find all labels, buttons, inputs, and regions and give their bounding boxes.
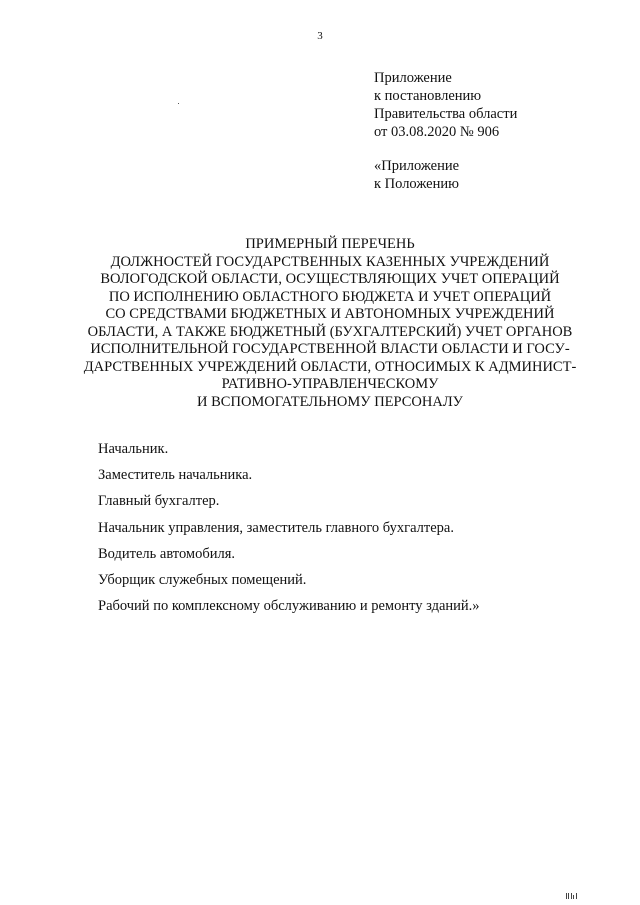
title-line: ВОЛОГОДСКОЙ ОБЛАСТИ, ОСУЩЕСТВЛЯЮЩИХ УЧЕТ ОПЕРАЦИЙ <box>100 271 560 287</box>
approval-line: Приложение <box>374 70 452 86</box>
scan-mark <box>566 893 578 899</box>
list-item: Уборщик служебных помещений. <box>98 571 307 588</box>
title-line: ДОЛЖНОСТЕЙ ГОСУДАРСТВЕННЫХ КАЗЕННЫХ УЧРЕЖДЕНИЙ <box>110 253 550 270</box>
positions-list <box>98 440 480 623</box>
list-item: Водитель автомобиля. <box>98 545 236 562</box>
title-line: РАТИВНО-УПРАВЛЕНЧЕСКОМУ <box>221 376 439 392</box>
attachment-header <box>374 157 459 193</box>
approval-line: Правительства области <box>374 106 518 122</box>
attachment-line: к Положению <box>374 176 459 192</box>
approval-line: к постановлению <box>374 88 482 104</box>
attachment-line: «Приложение <box>374 158 460 174</box>
title-line: ИСПОЛНИТЕЛЬНОЙ ГОСУДАРСТВЕННОЙ ВЛАСТИ ОБЛАСТИ И ГОСУ- <box>90 341 570 357</box>
page-number: 3 <box>317 30 323 42</box>
title-line: ОБЛАСТИ, А ТАКЖЕ БЮДЖЕТНЫЙ (БУХГАЛТЕРСКИЙ) УЧЕТ ОРГАНОВ <box>87 323 573 340</box>
document-title <box>60 236 600 411</box>
list-item: Рабочий по комплексному обслуживанию и ремонту зданий.» <box>98 598 480 615</box>
title-line: СО СРЕДСТВАМИ БЮДЖЕТНЫХ И АВТОНОМНЫХ УЧРЕЖДЕНИЙ <box>105 306 555 322</box>
scan-dot <box>178 103 179 104</box>
approval-header <box>374 69 517 141</box>
list-item: Начальник управления, заместитель главного бухгалтера. <box>98 519 454 536</box>
list-item: Начальник. <box>98 441 169 457</box>
list-item: Главный бухгалтер. <box>98 493 220 510</box>
approval-line: от 03.08.2020 № 906 <box>374 124 500 140</box>
title-line: ПРИМЕРНЫЙ ПЕРЕЧЕНЬ <box>245 236 415 252</box>
title-line: ПО ИСПОЛНЕНИЮ ОБЛАСТНОГО БЮДЖЕТА И УЧЕТ ОПЕРАЦИЙ <box>108 288 552 305</box>
list-item: Заместитель начальника. <box>98 467 253 484</box>
title-line: И ВСПОМОГАТЕЛЬНОМУ ПЕРСОНАЛУ <box>197 393 463 410</box>
title-line: ДАРСТВЕННЫХ УЧРЕЖДЕНИЙ ОБЛАСТИ, ОТНОСИМЫХ К АДМИНИСТ- <box>83 358 577 375</box>
